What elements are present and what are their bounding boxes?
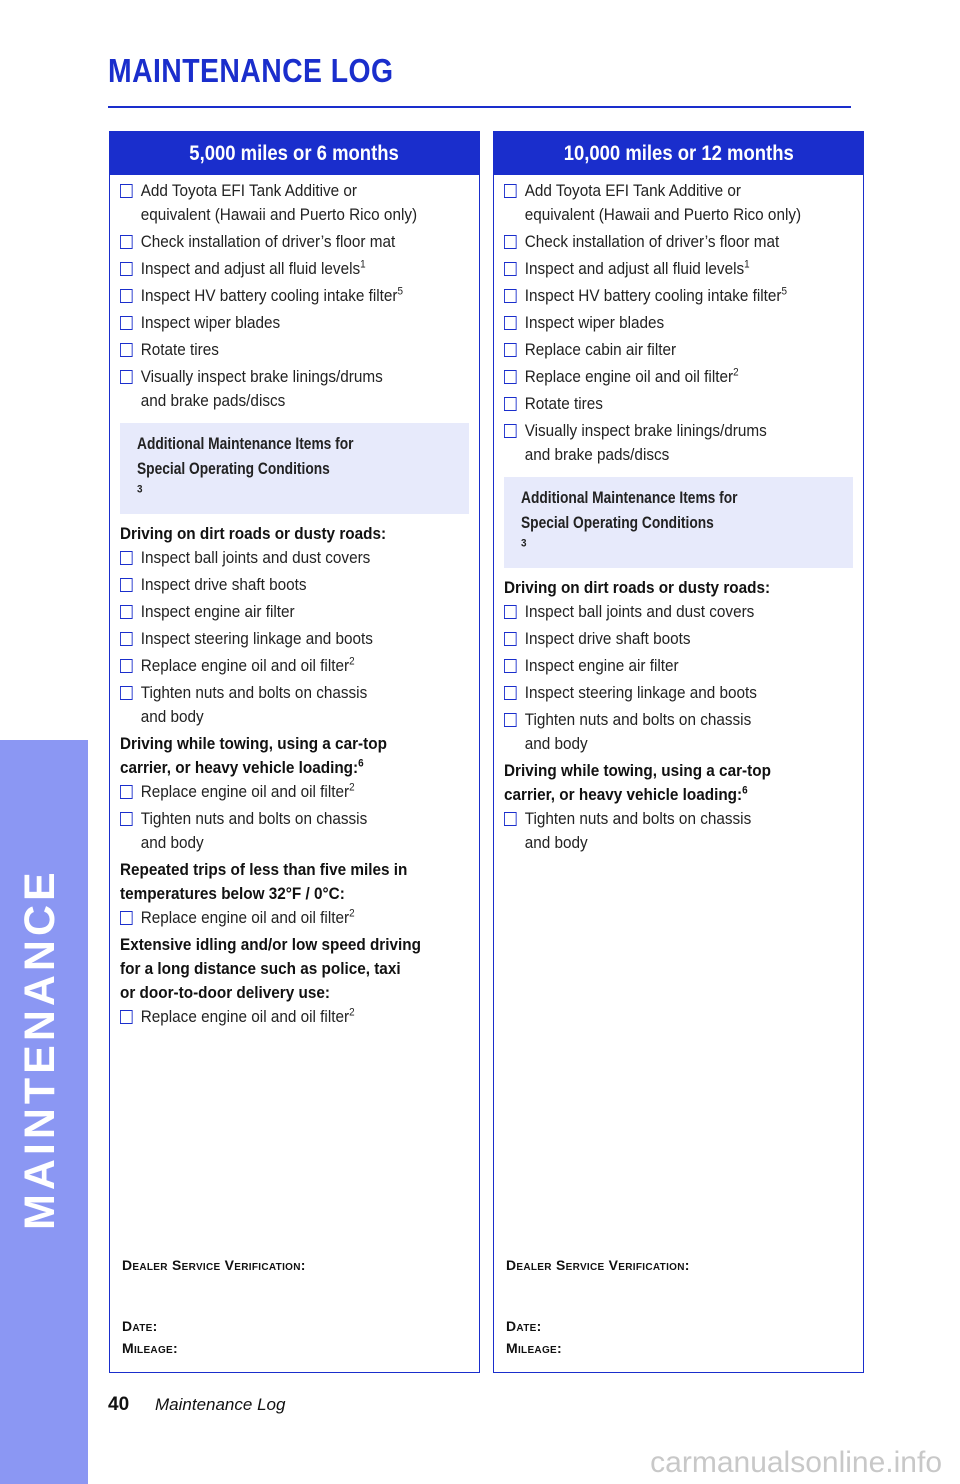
line-text: Replace engine oil and oil filter bbox=[140, 656, 350, 675]
footnote-ref: 5 bbox=[781, 285, 788, 298]
mileage-label: Mileage: bbox=[122, 1340, 178, 1356]
line-text: Tighten nuts and bolts on chassis bbox=[140, 683, 368, 702]
condition-heading bbox=[120, 933, 469, 1005]
line-text: and body bbox=[524, 734, 588, 753]
footnote-ref: 6 bbox=[358, 757, 364, 770]
checklist-item bbox=[120, 179, 489, 227]
checkbox[interactable] bbox=[504, 370, 517, 384]
footnote-ref: 1 bbox=[360, 258, 366, 271]
line-text: Additional Maintenance Items for bbox=[521, 488, 738, 507]
line-text: Inspect steering linkage and boots bbox=[524, 683, 757, 702]
line-text: equivalent (Hawaii and Puerto Rico only) bbox=[140, 205, 418, 224]
checklist-item bbox=[504, 600, 873, 624]
line-text: Inspect drive shaft boots bbox=[140, 575, 307, 594]
checklist-item bbox=[120, 338, 489, 362]
checkbox[interactable] bbox=[120, 316, 133, 330]
checkbox[interactable] bbox=[120, 551, 133, 565]
column-heading: 10,000 miles or 12 months bbox=[494, 132, 863, 175]
additional-items-heading bbox=[137, 431, 452, 506]
line-text: Inspect HV battery cooling intake filter bbox=[524, 286, 782, 305]
line-text: Check installation of driver’s floor mat bbox=[524, 232, 780, 251]
line-text: carrier, or heavy vehicle loading: bbox=[120, 758, 359, 777]
checkbox[interactable] bbox=[120, 262, 133, 276]
line-text: and body bbox=[140, 707, 204, 726]
line-text: Replace engine oil and oil filter bbox=[140, 1007, 350, 1026]
line-text: Extensive idling and/or low speed driving bbox=[120, 935, 421, 954]
checklist-item bbox=[120, 284, 489, 308]
additional-items-panel bbox=[120, 423, 469, 514]
checklist-item bbox=[120, 1005, 489, 1029]
line-text: or door-to-door delivery use: bbox=[120, 983, 330, 1002]
line-text: Tighten nuts and bolts on chassis bbox=[524, 710, 752, 729]
checklist-item bbox=[120, 681, 489, 729]
line-text: Replace engine oil and oil filter bbox=[524, 367, 734, 386]
checklist-item bbox=[504, 338, 873, 362]
date-label: Date: bbox=[122, 1318, 158, 1334]
line-text: for a long distance such as police, taxi bbox=[120, 959, 401, 978]
checklist-item bbox=[504, 365, 873, 389]
checklist-item bbox=[120, 573, 489, 597]
checkbox[interactable] bbox=[504, 289, 517, 303]
checkbox[interactable] bbox=[120, 686, 133, 700]
line-text: and brake pads/discs bbox=[524, 445, 670, 464]
line-text: equivalent (Hawaii and Puerto Rico only) bbox=[524, 205, 802, 224]
checkbox[interactable] bbox=[120, 812, 133, 826]
line-text: Special Operating Conditions bbox=[137, 459, 330, 478]
checkbox[interactable] bbox=[120, 605, 133, 619]
condition-heading bbox=[120, 732, 469, 780]
checkbox[interactable] bbox=[504, 235, 517, 249]
line-text: Inspect wiper blades bbox=[524, 313, 665, 332]
line-text: Inspect steering linkage and boots bbox=[140, 629, 373, 648]
line-text: Add Toyota EFI Tank Additive or bbox=[140, 181, 358, 200]
checklist-item bbox=[504, 807, 873, 855]
column-heading: 5,000 miles or 6 months bbox=[110, 132, 479, 175]
line-text: Replace engine oil and oil filter bbox=[140, 908, 350, 927]
checkbox[interactable] bbox=[120, 370, 133, 384]
checklist-item bbox=[504, 654, 873, 678]
line-text: Replace engine oil and oil filter bbox=[140, 782, 350, 801]
line-text: Tighten nuts and bolts on chassis bbox=[140, 809, 368, 828]
footnote-ref: 2 bbox=[349, 907, 355, 920]
checkbox[interactable] bbox=[504, 343, 517, 357]
checklist-item bbox=[120, 600, 489, 624]
checkbox[interactable] bbox=[504, 659, 517, 673]
footnote-ref: 3 bbox=[521, 537, 527, 550]
page-title: MAINTENANCE LOG bbox=[108, 52, 394, 89]
line-text: Inspect wiper blades bbox=[140, 313, 281, 332]
line-text: Rotate tires bbox=[140, 340, 219, 359]
line-text: Inspect ball joints and dust covers bbox=[524, 602, 755, 621]
line-text: Inspect and adjust all fluid levels bbox=[524, 259, 745, 278]
checklist-item bbox=[120, 311, 489, 335]
footnote-ref: 2 bbox=[349, 1006, 355, 1019]
dealer-service-verification-label: Dealer Service Verification: bbox=[122, 1257, 306, 1273]
column-body bbox=[110, 175, 479, 1029]
checkbox[interactable] bbox=[504, 686, 517, 700]
checklist-item bbox=[504, 311, 873, 335]
line-text: temperatures below 32°F / 0°C: bbox=[120, 884, 345, 903]
checkbox[interactable] bbox=[504, 424, 517, 438]
line-text: Driving on dirt roads or dusty roads: bbox=[504, 578, 771, 597]
checklist-item bbox=[120, 627, 489, 651]
checklist-item bbox=[504, 230, 873, 254]
line-text: Special Operating Conditions bbox=[521, 513, 714, 532]
footnote-ref: 2 bbox=[349, 781, 355, 794]
checklist-item bbox=[120, 807, 489, 855]
checkbox[interactable] bbox=[504, 812, 517, 826]
condition-heading bbox=[120, 522, 469, 546]
date-label: Date: bbox=[506, 1318, 542, 1334]
checkbox[interactable] bbox=[504, 605, 517, 619]
line-text: Rotate tires bbox=[524, 394, 603, 413]
checklist-item bbox=[504, 681, 873, 705]
checkbox[interactable] bbox=[504, 316, 517, 330]
page-number: 40 bbox=[108, 1394, 130, 1415]
checklist-item bbox=[504, 419, 873, 467]
dealer-service-verification-label: Dealer Service Verification: bbox=[506, 1257, 690, 1273]
checklist-item bbox=[504, 179, 873, 227]
line-text: Tighten nuts and bolts on chassis bbox=[524, 809, 752, 828]
line-text: and body bbox=[140, 833, 204, 852]
line-text: and body bbox=[524, 833, 588, 852]
footnote-ref: 6 bbox=[742, 784, 748, 797]
checkbox[interactable] bbox=[120, 289, 133, 303]
checkbox[interactable] bbox=[120, 184, 133, 198]
line-text: Driving while towing, using a car-top bbox=[120, 734, 387, 753]
checkbox[interactable] bbox=[504, 397, 517, 411]
line-text: Check installation of driver’s floor mat bbox=[140, 232, 396, 251]
checklist-item bbox=[120, 780, 489, 804]
line-text: Driving while towing, using a car-top bbox=[504, 761, 771, 780]
checkbox[interactable] bbox=[504, 262, 517, 276]
footnote-ref: 2 bbox=[733, 366, 739, 379]
checklist-item bbox=[120, 906, 489, 930]
checklist-item bbox=[504, 627, 873, 651]
footnote-ref: 5 bbox=[397, 285, 404, 298]
checklist-item bbox=[120, 257, 489, 281]
maintenance-column-10000 bbox=[493, 131, 864, 1373]
line-text: Additional Maintenance Items for bbox=[137, 434, 354, 453]
line-text: Visually inspect brake linings/drums bbox=[524, 421, 767, 440]
checklist-item bbox=[120, 230, 489, 254]
checkbox[interactable] bbox=[120, 785, 133, 799]
checklist-item bbox=[504, 392, 873, 416]
column-body bbox=[494, 175, 863, 855]
checklist-item bbox=[120, 365, 489, 413]
additional-items-panel bbox=[504, 477, 853, 568]
checkbox[interactable] bbox=[120, 235, 133, 249]
title-divider bbox=[108, 106, 851, 108]
checkbox[interactable] bbox=[504, 632, 517, 646]
footnote-ref: 1 bbox=[744, 258, 750, 271]
line-text: Replace cabin air filter bbox=[524, 340, 677, 359]
additional-items-heading bbox=[521, 485, 836, 560]
checkbox[interactable] bbox=[120, 911, 133, 925]
line-text: carrier, or heavy vehicle loading: bbox=[504, 785, 743, 804]
checklist-item bbox=[504, 257, 873, 281]
checklist-item bbox=[504, 284, 873, 308]
footer-title: Maintenance Log bbox=[155, 1395, 286, 1414]
condition-heading bbox=[504, 759, 853, 807]
line-text: Driving on dirt roads or dusty roads: bbox=[120, 524, 387, 543]
line-text: Add Toyota EFI Tank Additive or bbox=[524, 181, 742, 200]
checkbox[interactable] bbox=[504, 184, 517, 198]
checkbox[interactable] bbox=[120, 659, 133, 673]
line-text: and brake pads/discs bbox=[140, 391, 286, 410]
watermark: carmanualsonline.info bbox=[650, 1446, 942, 1479]
line-text: Visually inspect brake linings/drums bbox=[140, 367, 383, 386]
checkbox[interactable] bbox=[120, 578, 133, 592]
checkbox[interactable] bbox=[120, 632, 133, 646]
line-text: Inspect and adjust all fluid levels bbox=[140, 259, 361, 278]
condition-heading bbox=[120, 858, 469, 906]
checkbox[interactable] bbox=[504, 713, 517, 727]
line-text: Inspect engine air filter bbox=[140, 602, 295, 621]
line-text: Inspect ball joints and dust covers bbox=[140, 548, 371, 567]
checkbox[interactable] bbox=[120, 1010, 133, 1024]
line-text: Repeated trips of less than five miles in bbox=[120, 860, 408, 879]
checklist-item bbox=[120, 546, 489, 570]
footnote-ref: 2 bbox=[349, 655, 355, 668]
line-text: Inspect engine air filter bbox=[524, 656, 679, 675]
checklist-item bbox=[120, 654, 489, 678]
condition-heading bbox=[504, 576, 853, 600]
checkbox[interactable] bbox=[120, 343, 133, 357]
checklist-item bbox=[504, 708, 873, 756]
line-text: Inspect HV battery cooling intake filter bbox=[140, 286, 398, 305]
footnote-ref: 3 bbox=[137, 483, 143, 496]
maintenance-column-5000 bbox=[109, 131, 480, 1373]
mileage-label: Mileage: bbox=[506, 1340, 562, 1356]
line-text: Inspect drive shaft boots bbox=[524, 629, 691, 648]
side-tab-label bbox=[10, 1170, 70, 1230]
